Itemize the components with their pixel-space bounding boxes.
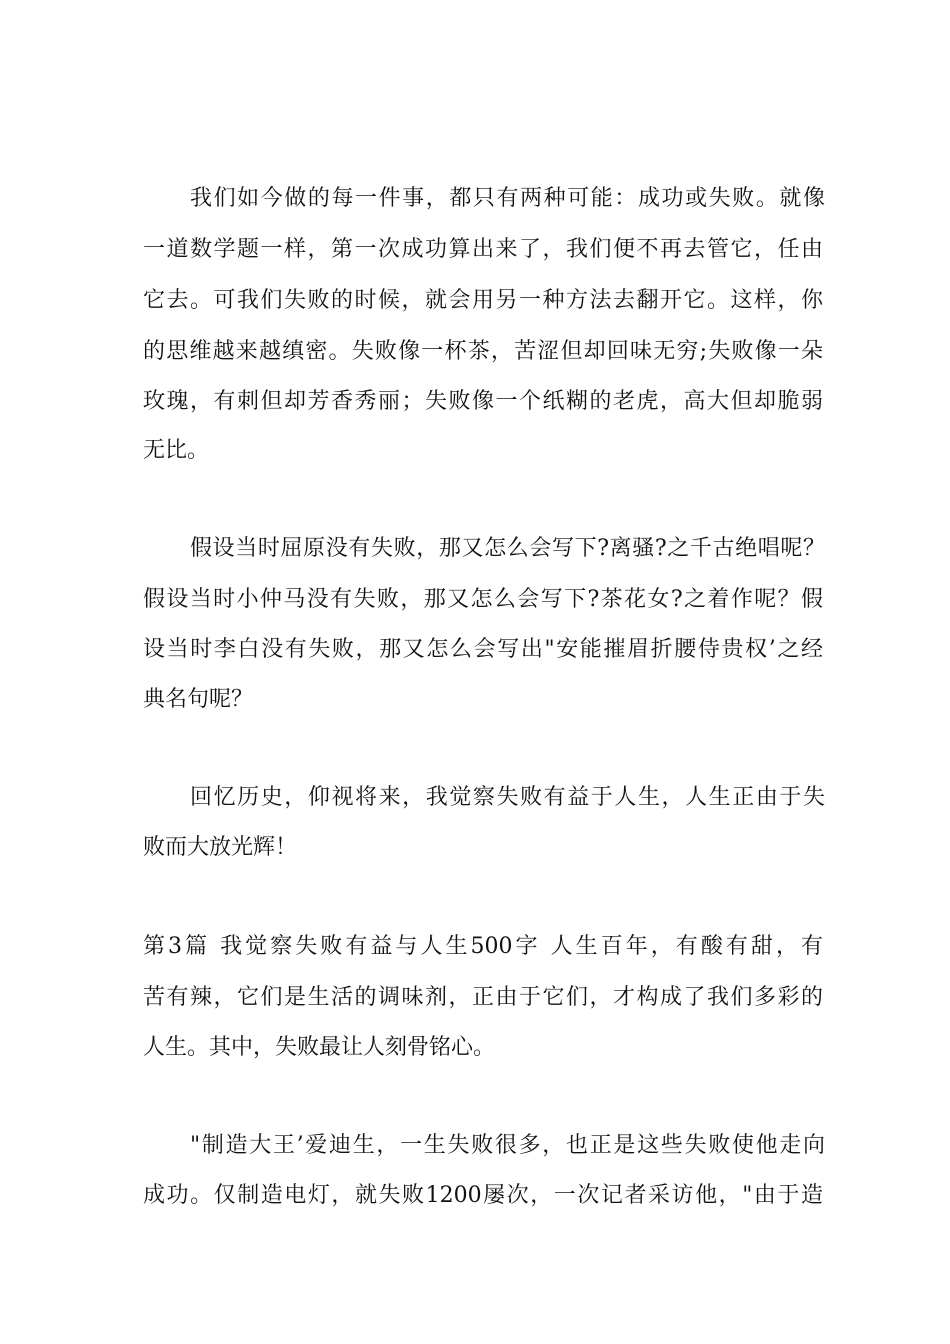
- paragraph-4-line-2: 苦有辣，它们是生活的调味剂，正由于它们，才构成了我们多彩的: [143, 985, 823, 1010]
- paragraph-3-line-2: 败而大放光辉！: [143, 835, 298, 860]
- paragraph-5-line-1: "制造大王’爱迪生，一生失败很多，也正是这些失败使他走向: [190, 1133, 825, 1158]
- paragraph-1-line-5: 玫瑰，有刺但却芳香秀丽；失败像一个纸糊的老虎，高大但却脆弱: [143, 389, 823, 414]
- paragraph-3-line-1: 回忆历史，仰视将来，我觉察失败有益于人生，人生正由于失: [190, 785, 825, 810]
- paragraph-1-line-6: 无比。: [143, 438, 210, 463]
- paragraph-2-line-2: 假设当时小仲马没有失败，那又怎么会写下?茶花女?之着作呢？假: [143, 587, 823, 612]
- paragraph-1-line-2: 一道数学题一样，第一次成功算出来了，我们便不再去管它，任由: [143, 237, 823, 262]
- paragraph-2-line-4: 典名句呢？: [143, 687, 254, 712]
- paragraph-1-line-3: 它去。可我们失败的时候，就会用另一种方法去翻开它。这样，你: [143, 288, 823, 313]
- paragraph-2-line-1: 假设当时屈原没有失败，那又怎么会写下?离骚?之千古绝唱呢？: [190, 536, 825, 561]
- paragraph-5-line-2: 成功。仅制造电灯，就失败1200屡次，一次记者采访他，"由于造: [143, 1183, 823, 1208]
- paragraph-4-line-3: 人生。其中，失败最让人刻骨铭心。: [143, 1035, 496, 1060]
- paragraph-2-line-3: 设当时李白没有失败，那又怎么会写出"安能摧眉折腰侍贵权’之经: [143, 637, 823, 662]
- section-heading-line: 第3篇 我觉察失败有益与人生500字 人生百年，有酸有甜，有: [143, 934, 823, 959]
- paragraph-1-line-1: 我们如今做的每一件事，都只有两种可能：成功或失败。就像: [190, 186, 825, 211]
- paragraph-1-line-4: 的思维越来越缜密。失败像一杯茶，苦涩但却回味无穷;失败像一朵: [143, 339, 823, 364]
